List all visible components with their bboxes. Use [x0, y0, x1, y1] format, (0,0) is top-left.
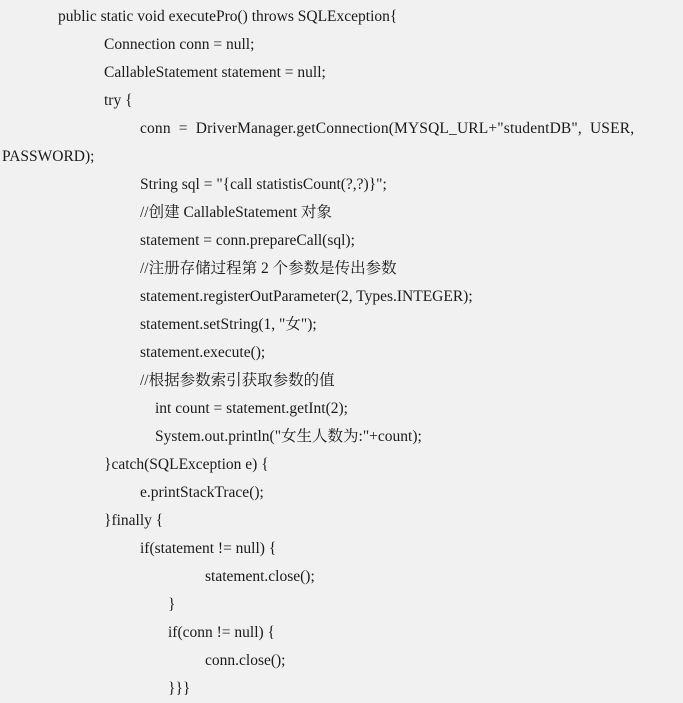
- code-comment-register-out-param: //注册存储过程第 2 个参数是传出参数: [140, 260, 397, 277]
- code-line-execute: statement.execute();: [140, 344, 266, 361]
- code-line-sql-string: String sql = "{call statistisCount(?,?)}";: [140, 176, 387, 193]
- code-line-println: System.out.println("女生人数为:"+count);: [155, 428, 422, 445]
- code-line-try: try {: [104, 92, 133, 109]
- code-line-if-conn: if(conn != null) {: [168, 624, 276, 641]
- code-line-finally: }finally {: [104, 512, 164, 529]
- code-line-statement-declaration: CallableStatement statement = null;: [104, 64, 326, 81]
- code-line-catch: }catch(SQLException e) {: [104, 456, 269, 473]
- code-comment-get-value: //根据参数索引获取参数的值: [140, 372, 335, 389]
- code-line-set-string: statement.setString(1, "女");: [140, 316, 317, 333]
- code-line-method-signature: public static void executePro() throws SQLException{: [58, 8, 398, 25]
- code-line-final-braces: }}}: [168, 680, 191, 697]
- code-line-get-connection-text: conn = DriverManager.getConnection(MYSQL_URL+"studentDB", USER,: [140, 120, 635, 137]
- code-line-statement-close: statement.close();: [205, 568, 315, 585]
- code-line-get-connection: [140, 118, 678, 140]
- code-line-conn-declaration: Connection conn = null;: [104, 36, 255, 53]
- code-line-close-brace: }: [168, 596, 176, 613]
- code-line-print-stack-trace: e.printStackTrace();: [140, 484, 264, 501]
- code-line-prepare-call: statement = conn.prepareCall(sql);: [140, 232, 355, 249]
- code-line-register-out-parameter: statement.registerOutParameter(2, Types.INTEGER);: [140, 288, 473, 305]
- code-line-conn-close: conn.close();: [205, 652, 286, 669]
- code-line-password-continuation: PASSWORD);: [2, 148, 95, 165]
- code-line-if-statement: if(statement != null) {: [140, 540, 277, 557]
- code-line-get-int: int count = statement.getInt(2);: [155, 400, 348, 417]
- code-comment-create-statement: //创建 CallableStatement 对象: [140, 204, 332, 221]
